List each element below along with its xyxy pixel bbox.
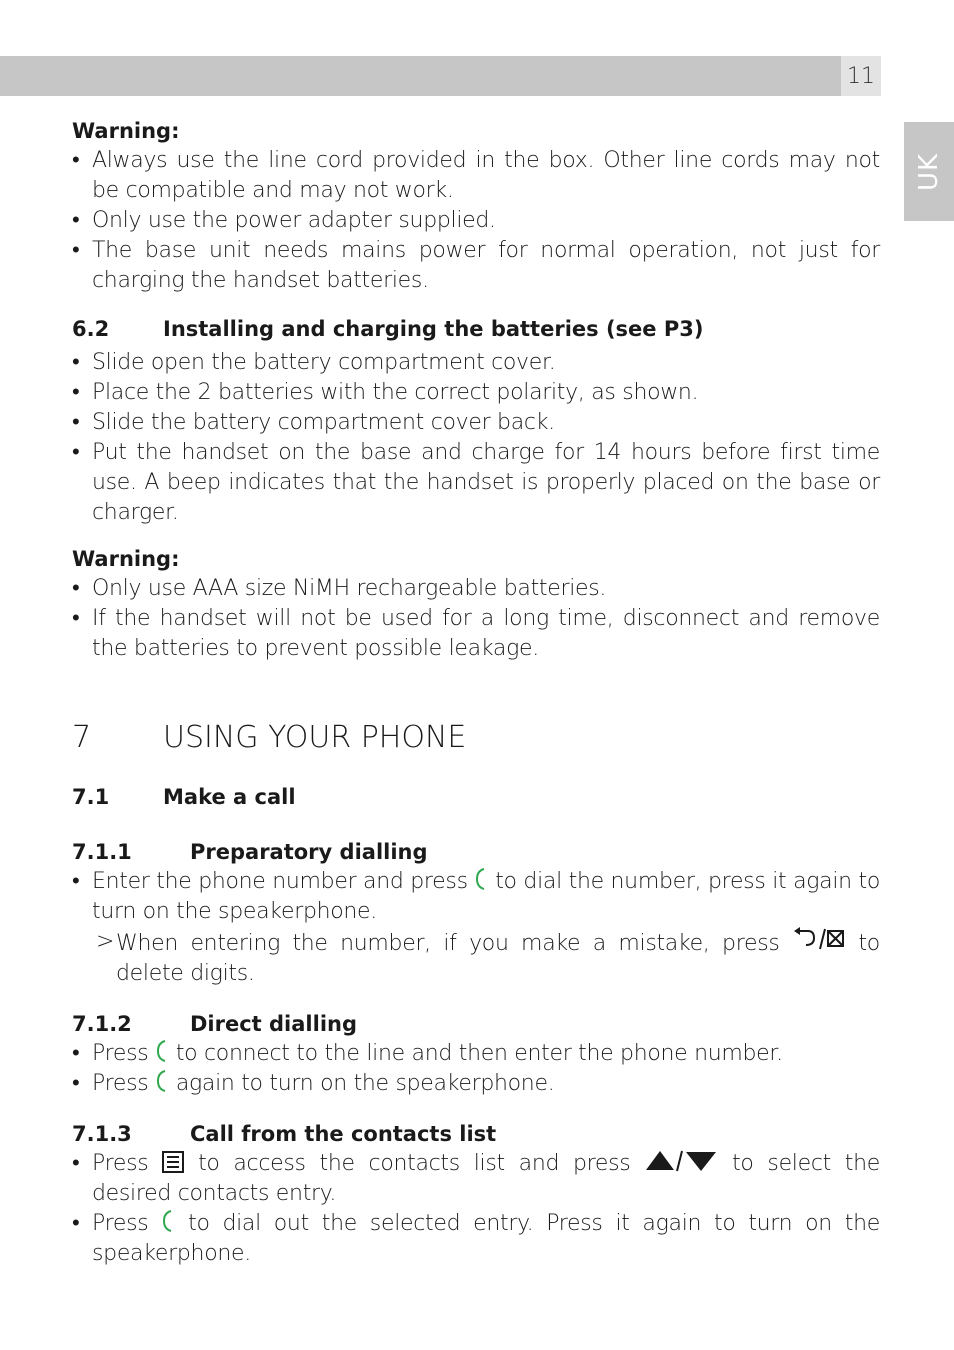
text: again to turn on the speakerphone. <box>175 1071 555 1096</box>
text: to select the desired contacts entry. <box>92 1151 880 1206</box>
section-number: 6.2 <box>72 317 110 341</box>
list-item <box>72 1069 880 1099</box>
warning-list <box>72 146 880 296</box>
section-number: 7.1.2 <box>72 1012 132 1036</box>
list-item: • If the handset will not be used for a long time, disconnect and remove the batteries to prevent possible leakage. <box>72 604 880 664</box>
text: When entering the number, if you make a mistake, press <box>116 931 780 956</box>
list-item: • Place the 2 batteries with the correct polarity, as shown. <box>72 378 880 408</box>
list-item: • Slide open the battery compartment cover. <box>72 348 880 378</box>
list-item <box>72 1149 880 1209</box>
section-title: Call from the contacts list <box>190 1122 497 1146</box>
text: to connect to the line and then enter the phone number. <box>175 1041 783 1066</box>
back-delete-icon <box>792 927 846 953</box>
section-title: Installing and charging the batteries (see P3) <box>163 317 704 341</box>
list-item: • Always use the line cord provided in the box. Other line cords may not be compatible and may not work. <box>72 146 880 206</box>
list-item <box>72 867 880 927</box>
text: to access the contacts list and press <box>198 1151 631 1176</box>
section-title: Preparatory dialling <box>190 840 428 864</box>
section-heading-6-2 <box>72 314 880 344</box>
chapter-number: 7 <box>72 720 92 755</box>
sub-item <box>92 927 880 989</box>
page-number: 11 <box>841 56 881 96</box>
section-number: 7.1.3 <box>72 1122 132 1146</box>
chapter-title: USING YOUR PHONE <box>163 720 467 755</box>
list-item: • Slide the battery compartment cover back. <box>72 408 880 438</box>
warning-heading: Warning: <box>72 119 180 143</box>
dialling-list <box>72 867 880 927</box>
text: to dial the number, press it again to turn on the speakerphone. <box>92 869 881 924</box>
section-number: 7.1.1 <box>72 840 132 864</box>
section-number: 7.1 <box>72 785 110 809</box>
list-item: • The base unit needs mains power for normal operation, not just for charging the handset batteries. <box>72 236 880 296</box>
subsection-heading-7-1-2 <box>72 1009 880 1039</box>
talk-icon <box>474 867 488 891</box>
list-item: • Only use the power adapter supplied. <box>72 206 880 236</box>
list-item <box>72 1209 880 1269</box>
menu-icon <box>162 1151 184 1173</box>
text: to delete digits. <box>116 931 880 986</box>
talk-icon <box>155 1069 169 1093</box>
section-heading-7-1 <box>72 782 880 812</box>
list-item: • Put the handset on the base and charge for 14 hours before first time use. A beep indicates that the handset is properly placed on the base or charger. <box>72 438 880 528</box>
up-down-arrows-icon <box>644 1149 718 1173</box>
text: Press <box>92 1041 149 1066</box>
language-tab <box>904 122 954 221</box>
text: Press <box>92 1071 149 1096</box>
page-content <box>72 114 880 1269</box>
battery-steps-list <box>72 348 880 528</box>
section-title: Direct dialling <box>190 1012 358 1036</box>
chapter-heading-7 <box>72 718 880 758</box>
text: Press <box>92 1211 149 1236</box>
list-item: • Only use AAA size NiMH rechargeable batteries. <box>72 574 880 604</box>
text: to dial out the selected entry. Press it again to turn on the speakerphone. <box>92 1211 880 1266</box>
subsection-heading-7-1-1 <box>72 837 880 867</box>
language-tab-label: UK <box>914 152 944 191</box>
text: Press <box>92 1151 149 1176</box>
talk-icon <box>161 1209 175 1233</box>
contacts-list-steps <box>72 1149 880 1269</box>
talk-icon <box>155 1039 169 1063</box>
warning-list <box>72 574 880 664</box>
warning-heading: Warning: <box>72 547 180 571</box>
list-item <box>72 1039 880 1069</box>
section-title: Make a call <box>163 785 296 809</box>
header-bar <box>0 56 881 96</box>
text: Enter the phone number and press <box>92 869 468 894</box>
direct-dialling-list <box>72 1039 880 1099</box>
subsection-heading-7-1-3 <box>72 1119 880 1149</box>
